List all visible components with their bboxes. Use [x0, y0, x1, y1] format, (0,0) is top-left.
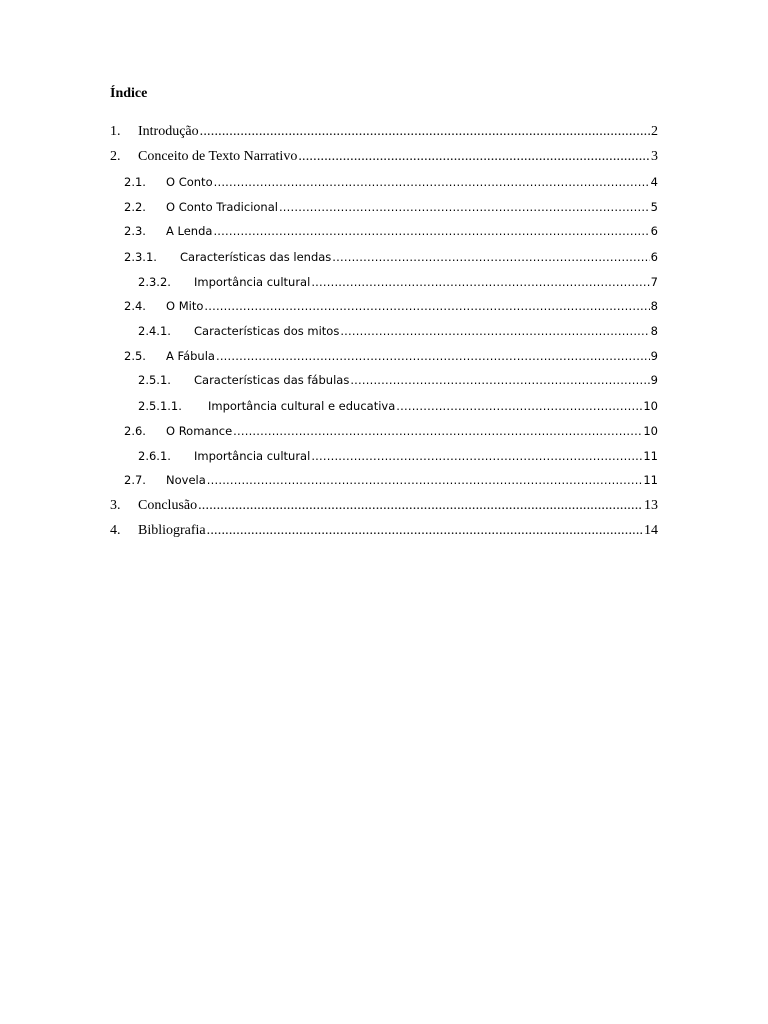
- toc-entry-label: Introdução: [138, 124, 199, 139]
- toc-entry-number: 2.6.1.: [138, 449, 171, 463]
- toc-entry[interactable]: [124, 248, 658, 266]
- toc-entry-page: 9: [650, 349, 658, 363]
- toc-entry[interactable]: [124, 198, 658, 216]
- toc-entry[interactable]: [124, 347, 658, 365]
- toc-entry[interactable]: [124, 222, 658, 240]
- toc-entry[interactable]: [124, 297, 658, 315]
- toc-entry-label: O Conto Tradicional: [166, 200, 278, 214]
- dot-leader: [233, 422, 642, 440]
- toc-entry-page: 5: [650, 200, 658, 214]
- toc-entry-label: Características das fábulas: [194, 373, 350, 387]
- toc-entry-number: 4.: [110, 523, 121, 538]
- toc-entry-number: 2.4.: [124, 299, 146, 313]
- toc-entry[interactable]: [138, 447, 658, 465]
- toc-entry[interactable]: [124, 422, 658, 440]
- toc-entry[interactable]: [110, 147, 658, 167]
- dot-leader: [204, 297, 649, 315]
- dot-leader: [213, 222, 649, 240]
- toc-entry-number: 2.5.1.: [138, 373, 171, 387]
- dot-leader: [214, 173, 650, 191]
- toc-entry-page: 3: [651, 149, 658, 164]
- toc-entry-page: 10: [643, 424, 658, 438]
- toc-entry[interactable]: [110, 496, 658, 516]
- toc-entry-label: Novela: [166, 473, 206, 487]
- dot-leader: [350, 371, 649, 389]
- toc-entry[interactable]: [138, 397, 658, 415]
- toc-entry-label: Bibliografia: [138, 523, 206, 538]
- toc-entry-number: 2.7.: [124, 473, 146, 487]
- toc-entry[interactable]: [138, 371, 658, 389]
- toc-entry-number: 2.4.1.: [138, 324, 171, 338]
- toc-entry-page: 11: [643, 473, 658, 487]
- toc-entry-number: 2.3.1.: [124, 250, 157, 264]
- dot-leader: [311, 447, 642, 465]
- toc-entry-label: O Romance: [166, 424, 233, 438]
- toc-entry-page: 8: [650, 299, 658, 313]
- toc-entry[interactable]: [124, 471, 658, 489]
- toc-entry-page: 2: [651, 124, 658, 139]
- toc-entry-number: 1.: [110, 124, 121, 139]
- toc-entry-page: 13: [644, 498, 658, 513]
- dot-leader: [198, 496, 643, 516]
- dot-leader: [279, 198, 650, 216]
- toc-entry-label: Conclusão: [138, 498, 198, 513]
- toc-entry[interactable]: [138, 322, 658, 340]
- toc-entry-label: Importância cultural: [194, 275, 311, 289]
- toc-entry-number: 2.5.1.1.: [138, 399, 182, 413]
- toc-entry-label: Importância cultural: [194, 449, 311, 463]
- toc-entry-page: 9: [650, 373, 658, 387]
- toc-entry-page: 14: [644, 523, 658, 538]
- dot-leader: [207, 471, 643, 489]
- toc-entry-page: 11: [643, 449, 658, 463]
- toc-entry-number: 2.6.: [124, 424, 146, 438]
- toc-entry[interactable]: [110, 521, 658, 541]
- toc-entry-page: 10: [643, 399, 658, 413]
- toc-entry-number: 2.: [110, 149, 121, 164]
- dot-leader: [311, 273, 649, 291]
- toc-entry-number: 3.: [110, 498, 121, 513]
- toc-entry-label: O Mito: [166, 299, 204, 313]
- toc-entry-number: 2.5.: [124, 349, 146, 363]
- toc-entry-label: O Conto: [166, 175, 213, 189]
- toc-entry-page: 8: [650, 324, 658, 338]
- toc-entry-number: 2.3.2.: [138, 275, 171, 289]
- toc-entry-label: Conceito de Texto Narrativo: [138, 149, 298, 164]
- toc-entry-label: Características dos mitos: [194, 324, 340, 338]
- dot-leader: [340, 322, 649, 340]
- dot-leader: [200, 122, 650, 142]
- page-title: Índice: [110, 86, 148, 101]
- toc-entry[interactable]: [124, 173, 658, 191]
- toc-entry[interactable]: [138, 273, 658, 291]
- dot-leader: [396, 397, 642, 415]
- toc-entry-label: A Fábula: [166, 349, 215, 363]
- toc-entry-label: A Lenda: [166, 224, 213, 238]
- toc-entry-number: 2.3.: [124, 224, 146, 238]
- toc-entry-page: 6: [650, 250, 658, 264]
- toc-entry[interactable]: [110, 122, 658, 142]
- toc-entry-number: 2.1.: [124, 175, 146, 189]
- toc-entry-page: 6: [650, 224, 658, 238]
- toc-entry-page: 4: [650, 175, 658, 189]
- toc-entry-label: Características das lendas: [180, 250, 332, 264]
- dot-leader: [207, 521, 643, 541]
- toc-entry-number: 2.2.: [124, 200, 146, 214]
- dot-leader: [216, 347, 650, 365]
- dot-leader: [298, 147, 650, 167]
- toc-entry-page: 7: [650, 275, 658, 289]
- dot-leader: [332, 248, 649, 266]
- toc-entry-label: Importância cultural e educativa: [208, 399, 396, 413]
